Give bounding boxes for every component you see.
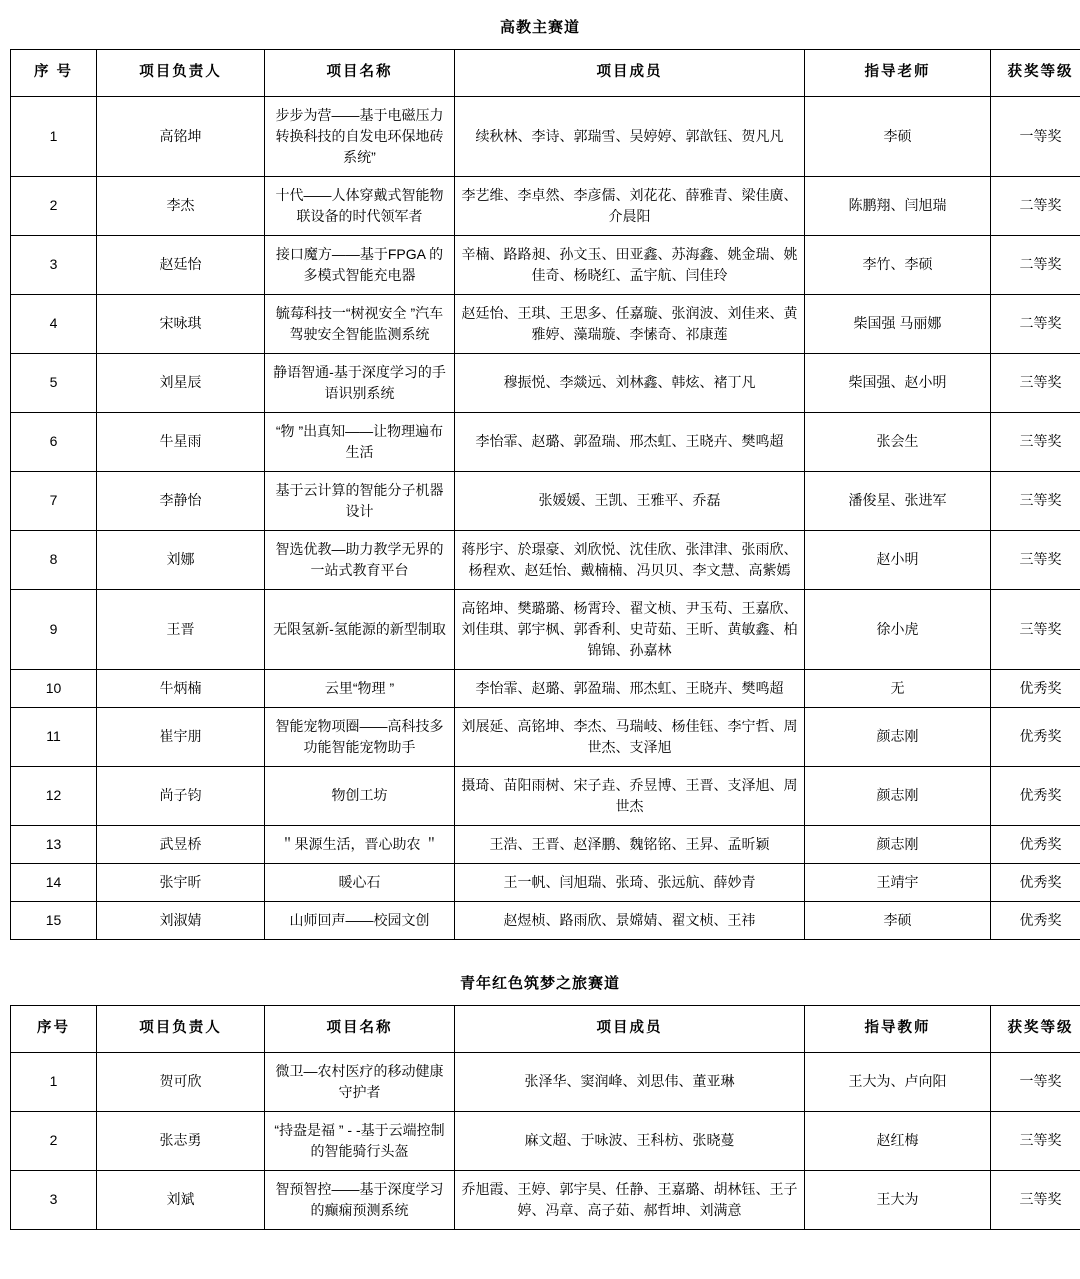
cell-teacher: 颜志刚	[805, 825, 991, 863]
table-header	[11, 1005, 1080, 1052]
section-main-track	[10, 16, 1074, 940]
table-row	[11, 530, 1080, 589]
cell-no: 4	[11, 294, 97, 353]
cell-teacher: 张会生	[805, 412, 991, 471]
table-row	[11, 669, 1080, 707]
cell-project: 智预智控——基于深度学习的癫痫预测系统	[265, 1170, 455, 1229]
cell-members: 高铭坤、樊璐璐、杨霄玲、翟文桢、尹玉苟、王嘉欣、刘佳琪、郭宇枫、郭香利、史苛茹、王昕、黄敏鑫、柏锦锦、孙嘉林	[455, 589, 805, 669]
cell-level: 三等奖	[991, 1170, 1080, 1229]
table-row	[11, 863, 1080, 901]
section-red-dream-track	[10, 972, 1074, 1230]
cell-leader: 刘淑婧	[97, 901, 265, 939]
table-row	[11, 412, 1080, 471]
cell-level: 二等奖	[991, 294, 1080, 353]
table-row	[11, 589, 1080, 669]
cell-teacher: 颜志刚	[805, 707, 991, 766]
cell-teacher: 王大为	[805, 1170, 991, 1229]
cell-leader: 李杰	[97, 176, 265, 235]
cell-members: 麻文超、于咏波、王科枋、张晓蔓	[455, 1111, 805, 1170]
cell-no: 14	[11, 863, 97, 901]
cell-level: 三等奖	[991, 412, 1080, 471]
table-header	[11, 50, 1080, 97]
cell-no: 3	[11, 1170, 97, 1229]
cell-level: 二等奖	[991, 235, 1080, 294]
cell-no: 6	[11, 412, 97, 471]
column-header-leader: 项目负责人	[97, 1005, 265, 1052]
cell-members: 穆振悦、李燚远、刘林鑫、韩炫、褚丁凡	[455, 353, 805, 412]
cell-members: 张泽华、窦润峰、刘思伟、董亚琳	[455, 1052, 805, 1111]
cell-teacher: 李竹、李硕	[805, 235, 991, 294]
cell-leader: 刘娜	[97, 530, 265, 589]
cell-teacher: 王靖宇	[805, 863, 991, 901]
table-body	[11, 96, 1080, 939]
cell-no: 3	[11, 235, 97, 294]
cell-project: 毓莓科技一“树视安全 ”汽车驾驶安全智能监测系统	[265, 294, 455, 353]
cell-members: 王浩、王晋、赵泽鹏、魏铭铭、王昇、孟昕颖	[455, 825, 805, 863]
column-header-no: 序号	[11, 1005, 97, 1052]
cell-level: 三等奖	[991, 1111, 1080, 1170]
cell-project: “物 ”出真知——让物理遍布生活	[265, 412, 455, 471]
cell-members: 赵廷怡、王琪、王思多、任嘉璇、张润波、刘佳来、黄雅婷、藻瑞璇、李愫奇、祁康莲	[455, 294, 805, 353]
cell-no: 1	[11, 1052, 97, 1111]
cell-project: 山师回声——校园文创	[265, 901, 455, 939]
table-row	[11, 1170, 1080, 1229]
cell-no: 13	[11, 825, 97, 863]
cell-leader: 张宇昕	[97, 863, 265, 901]
cell-teacher: 赵小明	[805, 530, 991, 589]
table-row	[11, 901, 1080, 939]
awards-table-main	[10, 49, 1080, 940]
cell-teacher: 柴国强 马丽娜	[805, 294, 991, 353]
cell-members: 续秋林、李诗、郭瑞雪、吴婷婷、郭歆钰、贺凡凡	[455, 96, 805, 176]
cell-members: 李艺维、李卓然、李彦儒、刘花花、薛雅青、梁佳廣、介晨阳	[455, 176, 805, 235]
section-spacer	[10, 940, 1070, 962]
cell-teacher: 潘俊星、张进军	[805, 471, 991, 530]
cell-leader: 高铭坤	[97, 96, 265, 176]
cell-project: 云里“物理 ”	[265, 669, 455, 707]
cell-level: 优秀奖	[991, 901, 1080, 939]
column-header-level: 获奖等级	[991, 1005, 1080, 1052]
cell-project: 智选优教—助力教学无界的一站式教育平台	[265, 530, 455, 589]
cell-project: ＂果源生活，晋心助农 ＂	[265, 825, 455, 863]
column-header-teacher: 指导教师	[805, 1005, 991, 1052]
cell-no: 8	[11, 530, 97, 589]
cell-no: 9	[11, 589, 97, 669]
cell-level: 一等奖	[991, 96, 1080, 176]
cell-project: 静语智通-基于深度学习的手语识别系统	[265, 353, 455, 412]
cell-leader: 李静怡	[97, 471, 265, 530]
cell-project: 步步为营——基于电磁压力转换科技的自发电环保地砖系统”	[265, 96, 455, 176]
cell-members: 辛楠、路路昶、孙文玉、田亚鑫、苏海鑫、姚金瑞、姚佳奇、杨晓红、孟宇航、闫佳玲	[455, 235, 805, 294]
cell-members: 王一帆、闫旭瑞、张琦、张远航、薛妙青	[455, 863, 805, 901]
column-header-level: 获奖等级	[991, 50, 1080, 97]
cell-no: 10	[11, 669, 97, 707]
cell-project: 无限氢新-氢能源的新型制取	[265, 589, 455, 669]
cell-leader: 尚子钧	[97, 766, 265, 825]
cell-no: 1	[11, 96, 97, 176]
cell-leader: 张志勇	[97, 1111, 265, 1170]
cell-level: 一等奖	[991, 1052, 1080, 1111]
cell-members: 乔旭霞、王婷、郭宇昊、任静、王嘉璐、胡林钰、王子婷、冯章、高子茹、郝哲坤、刘满意	[455, 1170, 805, 1229]
column-header-project: 项目名称	[265, 50, 455, 97]
table-row	[11, 1052, 1080, 1111]
table-header-row	[11, 1005, 1080, 1052]
cell-members: 李怡霏、赵璐、郭盈瑞、邢杰虹、王晓卉、樊鸣超	[455, 412, 805, 471]
cell-level: 三等奖	[991, 530, 1080, 589]
cell-members: 李怡霏、赵璐、郭盈瑞、邢杰虹、王晓卉、樊鸣超	[455, 669, 805, 707]
cell-project: 基于云计算的智能分子机器设计	[265, 471, 455, 530]
cell-project: 微卫—农村医疗的移动健康守护者	[265, 1052, 455, 1111]
cell-teacher: 李硕	[805, 96, 991, 176]
cell-no: 15	[11, 901, 97, 939]
cell-members: 蒋彤宇、於璟豪、刘欣悦、沈佳欣、张津津、张雨欣、杨程欢、赵廷怡、戴楠楠、冯贝贝、李文慧、高紫嫣	[455, 530, 805, 589]
table-row	[11, 766, 1080, 825]
cell-leader: 武昱桥	[97, 825, 265, 863]
column-header-project: 项目名称	[265, 1005, 455, 1052]
table-row	[11, 825, 1080, 863]
section-title: 青年红色筑梦之旅赛道	[459, 974, 620, 992]
cell-level: 三等奖	[991, 589, 1080, 669]
cell-project: 十代——人体穿戴式智能物联设备的时代领军者	[265, 176, 455, 235]
cell-project: 物创工坊	[265, 766, 455, 825]
cell-teacher: 王大为、卢向阳	[805, 1052, 991, 1111]
awards-table-red-dream	[10, 1005, 1080, 1230]
cell-leader: 贺可欣	[97, 1052, 265, 1111]
table-body	[11, 1052, 1080, 1229]
column-header-teacher: 指导老师	[805, 50, 991, 97]
cell-teacher: 柴国强、赵小明	[805, 353, 991, 412]
cell-no: 2	[11, 1111, 97, 1170]
column-header-leader: 项目负责人	[97, 50, 265, 97]
column-header-members: 项目成员	[455, 50, 805, 97]
cell-leader: 牛炳楠	[97, 669, 265, 707]
cell-level: 二等奖	[991, 176, 1080, 235]
cell-level: 优秀奖	[991, 669, 1080, 707]
cell-leader: 赵廷怡	[97, 235, 265, 294]
cell-teacher: 颜志刚	[805, 766, 991, 825]
cell-no: 12	[11, 766, 97, 825]
cell-members: 张媛媛、王凯、王雅平、乔磊	[455, 471, 805, 530]
cell-teacher: 徐小虎	[805, 589, 991, 669]
cell-teacher: 李硕	[805, 901, 991, 939]
cell-level: 优秀奖	[991, 707, 1080, 766]
table-row	[11, 235, 1080, 294]
cell-teacher: 赵红梅	[805, 1111, 991, 1170]
table-row	[11, 471, 1080, 530]
cell-project: 智能宠物项圈——高科技多功能智能宠物助手	[265, 707, 455, 766]
cell-teacher: 无	[805, 669, 991, 707]
cell-project: 接口魔方——基于FPGA 的多模式智能充电器	[265, 235, 455, 294]
cell-no: 11	[11, 707, 97, 766]
table-row	[11, 294, 1080, 353]
cell-leader: 刘星辰	[97, 353, 265, 412]
cell-leader: 刘斌	[97, 1170, 265, 1229]
cell-leader: 宋咏琪	[97, 294, 265, 353]
cell-level: 三等奖	[991, 353, 1080, 412]
column-header-no: 序 号	[11, 50, 97, 97]
cell-members: 赵煜桢、路雨欣、景嫦婧、翟文桢、王祎	[455, 901, 805, 939]
cell-level: 优秀奖	[991, 766, 1080, 825]
cell-level: 优秀奖	[991, 825, 1080, 863]
cell-project: 暖心石	[265, 863, 455, 901]
cell-level: 优秀奖	[991, 863, 1080, 901]
table-row	[11, 353, 1080, 412]
table-row	[11, 1111, 1080, 1170]
table-row	[11, 176, 1080, 235]
cell-no: 5	[11, 353, 97, 412]
cell-members: 刘展延、高铭坤、李杰、马瑞岐、杨佳钰、李宁哲、周世杰、支泽旭	[455, 707, 805, 766]
cell-no: 7	[11, 471, 97, 530]
table-row	[11, 707, 1080, 766]
cell-level: 三等奖	[991, 471, 1080, 530]
cell-leader: 牛星雨	[97, 412, 265, 471]
column-header-members: 项目成员	[455, 1005, 805, 1052]
cell-leader: 崔宇朋	[97, 707, 265, 766]
cell-members: 摄琦、苗阳雨树、宋子垚、乔昱博、王晋、支泽旭、周世杰	[455, 766, 805, 825]
table-row	[11, 96, 1080, 176]
table-header-row	[11, 50, 1080, 97]
section-title: 高教主赛道	[499, 19, 580, 36]
cell-project: “持盎是福 ” - -基于云端控制的智能骑行头盔	[265, 1111, 455, 1170]
cell-teacher: 陈鹏翔、闫旭瑞	[805, 176, 991, 235]
cell-leader: 王晋	[97, 589, 265, 669]
cell-no: 2	[11, 176, 97, 235]
